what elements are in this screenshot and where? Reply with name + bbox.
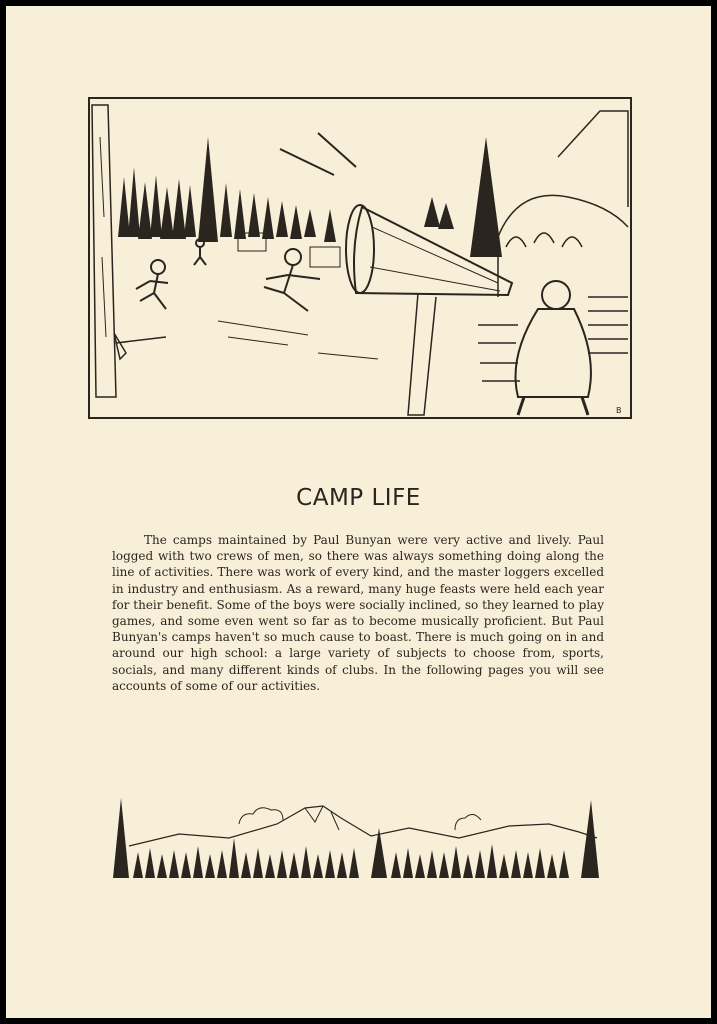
mountain-forest-drawing — [109, 794, 601, 878]
mountain-forest-vignette — [109, 794, 601, 878]
body-paragraph: The camps maintained by Paul Bunyan were very active and lively. Paul logged with two crews of men, so there was always something doing along the line of activities. There was work of every kind, and the master loggers excelled in industry and enthusiasm. As a reward, many huge feasts were held each year for their benefit. Some of the boys were socially inclined, so they learned to play games, and some even went so far as to become musically proficient. But Paul Bunyan's camps haven't so much cause to boast. There is much going on in and around our high school: a large variety of subjects to choose from, sports, socials, and many different kinds of clubs. In the following pages you will see accounts of some of our activities. — [112, 533, 604, 693]
lumberjack-megaphone-drawing — [88, 97, 632, 419]
yearbook-page — [6, 6, 711, 1018]
camp-illustration — [88, 97, 632, 419]
page-title: CAMP LIFE — [296, 485, 421, 511]
artist-signature: B — [616, 406, 622, 415]
